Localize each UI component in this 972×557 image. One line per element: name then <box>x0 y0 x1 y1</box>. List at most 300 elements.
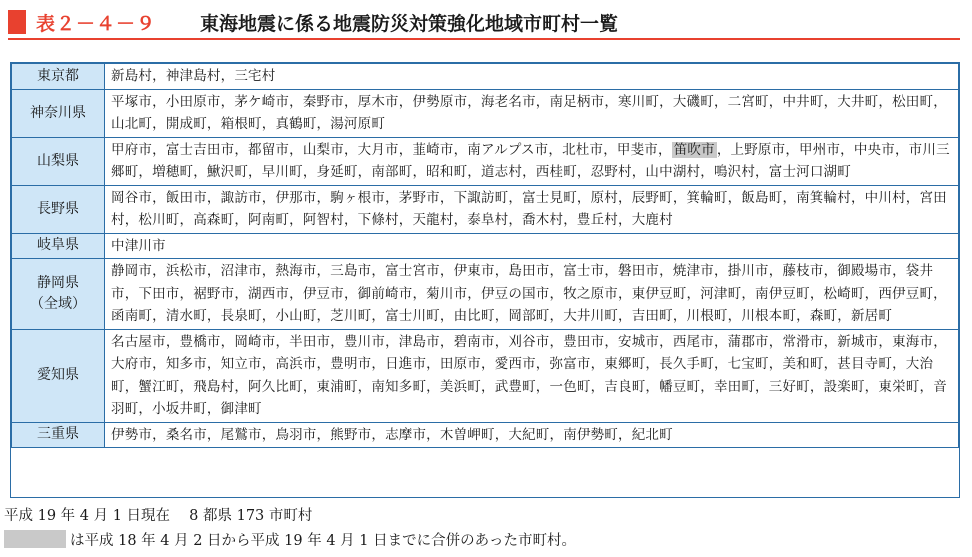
page-title: 東海地震に係る地震防災対策強化地域市町村一覧 <box>200 13 619 35</box>
municipality: 昭和町 <box>426 164 468 180</box>
municipality: 市川三郷町 <box>111 141 950 180</box>
separator: ， <box>659 93 673 110</box>
separator: ， <box>823 356 838 372</box>
separator: ， <box>453 212 468 228</box>
table-row <box>12 64 959 90</box>
municipality: 諏訪市 <box>220 189 262 206</box>
municipality: 愛西市 <box>494 356 536 372</box>
municipality: 茅ケ崎市 <box>234 93 290 110</box>
prefecture-cell <box>12 137 105 185</box>
municipality: 湯河原町 <box>330 116 386 132</box>
municipality: 大治町 <box>111 356 934 395</box>
separator: ， <box>549 426 564 443</box>
separator: ， <box>234 285 249 302</box>
separator: ， <box>563 212 577 228</box>
separator: ， <box>618 285 632 302</box>
separator: ， <box>700 378 714 395</box>
municipality: 岡崎市 <box>234 333 276 350</box>
municipality: 御前崎市 <box>357 285 413 302</box>
municipality: 南伊豆町 <box>755 285 810 302</box>
municipality: 真鶴町 <box>275 116 317 132</box>
separator: ， <box>261 116 276 132</box>
separator: ， <box>785 141 800 158</box>
municipality: 都留市 <box>248 141 290 158</box>
municipality: 小山町 <box>275 308 317 324</box>
separator: ， <box>316 263 331 279</box>
municipality: 裾野市 <box>193 285 235 302</box>
separator: ， <box>426 378 440 395</box>
municipality: 松川町 <box>138 212 180 228</box>
municipality: 松田町 <box>892 93 934 110</box>
municipality: 清水町 <box>165 308 207 324</box>
separator: ， <box>289 141 303 158</box>
municipality: 静岡市 <box>111 263 153 279</box>
municipality: 大井川町 <box>563 308 619 324</box>
separator: ， <box>809 378 824 395</box>
separator: ， <box>439 333 454 350</box>
separator: ， <box>768 263 783 279</box>
separator: ， <box>850 189 865 206</box>
municipality: 伊豆市 <box>302 285 344 302</box>
separator: ， <box>206 401 221 417</box>
municipality: 藤枝市 <box>782 263 824 279</box>
separator: ， <box>549 285 564 302</box>
separator: ， <box>152 356 166 372</box>
separator: ， <box>713 93 728 110</box>
separator: ， <box>590 356 605 372</box>
separator: ， <box>535 378 550 395</box>
separator: ， <box>700 164 714 180</box>
separator: ， <box>289 93 303 110</box>
municipality: 高森町 <box>193 212 235 228</box>
separator: ， <box>659 333 673 350</box>
municipality: 碧南市 <box>453 333 495 350</box>
separator: ， <box>480 378 495 395</box>
separator: ， <box>549 263 564 279</box>
separator: ， <box>371 356 386 372</box>
municipality: 山北町 <box>111 116 153 132</box>
municipality: 新居町 <box>850 308 893 324</box>
municipality: 三好町 <box>768 378 810 395</box>
separator: ， <box>768 93 783 110</box>
separator: ， <box>604 333 619 350</box>
municipality: 西桂町 <box>535 164 577 180</box>
separator: ， <box>892 356 906 372</box>
table-row <box>12 329 959 422</box>
separator: ， <box>261 426 276 443</box>
separator: ， <box>686 285 701 302</box>
municipality: 伊勢市 <box>111 426 153 443</box>
separator: ， <box>892 263 906 279</box>
separator: ， <box>248 164 262 180</box>
separator: ， <box>755 378 769 395</box>
municipality: 増穂町 <box>152 164 194 180</box>
separator: ， <box>864 378 879 395</box>
separator: ， <box>316 426 331 443</box>
municipality: 北杜市 <box>562 141 604 158</box>
prefecture-cell <box>12 185 105 233</box>
prefecture-name: 三重県 <box>37 426 79 443</box>
municipality: 湖西市 <box>248 285 290 302</box>
municipality: 飛島村 <box>193 378 235 395</box>
municipality: 箕輪町 <box>686 189 728 206</box>
municipality: 田原市 <box>439 356 481 372</box>
separator: ， <box>343 285 358 302</box>
separator: ， <box>152 308 166 324</box>
municipality: 忍野村 <box>590 164 632 180</box>
separator: ， <box>535 93 550 110</box>
separator: ， <box>672 189 687 206</box>
municipality: 御殿場市 <box>837 263 893 279</box>
municipality: 豊明市 <box>330 356 372 372</box>
separator: ， <box>508 189 523 206</box>
separator: ， <box>659 263 673 279</box>
separator: ， <box>343 93 358 110</box>
municipality: 長泉町 <box>220 308 262 324</box>
municipality: 西伊豆町 <box>878 285 934 302</box>
separator: ， <box>206 308 221 324</box>
municipality: 豊橋市 <box>179 333 221 350</box>
municipality: 南足柄市 <box>549 93 605 110</box>
municipality: 伊那市 <box>275 189 317 206</box>
table-row <box>12 233 959 259</box>
separator: ， <box>412 285 427 302</box>
separator: ， <box>933 285 947 302</box>
separator: ， <box>494 333 509 350</box>
municipality: 南知多町 <box>371 378 427 395</box>
municipality: 阿南町 <box>248 212 290 228</box>
separator: ， <box>152 93 166 110</box>
municipality-list <box>105 259 959 330</box>
municipality: 喬木村 <box>522 212 564 228</box>
prefecture-cell <box>12 89 105 137</box>
separator: ， <box>713 356 728 372</box>
municipality: 浜松市 <box>165 263 207 279</box>
municipality: 箱根町 <box>220 116 262 132</box>
separator: ， <box>302 378 317 395</box>
municipality: 富士市 <box>563 263 605 279</box>
municipality: 二宮町 <box>727 93 769 110</box>
separator: ， <box>206 116 221 132</box>
separator: ， <box>864 285 879 302</box>
prefecture-name: 静岡県 <box>37 274 79 291</box>
separator: ， <box>919 378 934 395</box>
separator: ， <box>220 93 235 110</box>
separator: ， <box>152 141 166 158</box>
separator: ， <box>467 285 481 302</box>
municipality: 甲州市 <box>799 141 841 158</box>
separator: ， <box>618 212 632 228</box>
municipality: 富士川町 <box>385 308 440 324</box>
municipality-list <box>105 185 959 233</box>
separator: ， <box>234 378 249 395</box>
municipality: 長久手町 <box>659 356 714 372</box>
separator: ， <box>823 93 838 110</box>
municipality: 蒲郡市 <box>727 333 769 350</box>
municipality: 木曽岬町 <box>439 426 495 443</box>
table-row <box>12 259 959 330</box>
separator: ， <box>631 164 646 180</box>
municipality: 知多市 <box>165 356 207 372</box>
separator: ， <box>535 356 550 372</box>
separator: ， <box>727 308 742 324</box>
separator: ， <box>494 308 509 324</box>
separator: ， <box>124 378 139 395</box>
municipality: 牧之原市 <box>563 285 618 302</box>
separator: ， <box>330 333 344 350</box>
separator: ， <box>522 164 536 180</box>
municipality: 中井町 <box>782 93 824 110</box>
separator: ， <box>357 164 372 180</box>
municipality-table <box>10 62 960 498</box>
separator: ， <box>467 93 481 110</box>
separator: ， <box>494 426 509 443</box>
separator: ， <box>289 285 303 302</box>
prefecture-name: 長野県 <box>37 200 79 217</box>
municipality: 菊川市 <box>426 285 468 302</box>
municipality: 小坂井町 <box>152 401 207 417</box>
separator: ， <box>206 426 221 443</box>
municipality: 安城市 <box>618 333 660 350</box>
separator: ， <box>878 333 893 350</box>
municipality: 厚木市 <box>357 93 399 110</box>
municipality-list <box>105 422 959 448</box>
municipality: 大月市 <box>357 141 399 158</box>
municipality: 小田原市 <box>165 93 221 110</box>
merged-legend-swatch <box>4 530 66 548</box>
separator: ， <box>604 263 619 279</box>
separator: ， <box>234 141 249 158</box>
municipality-list <box>105 64 959 90</box>
separator: ， <box>508 212 523 228</box>
municipality: 由比町 <box>453 308 495 324</box>
municipality: 一色町 <box>549 378 591 395</box>
municipality: 南部町 <box>371 164 413 180</box>
municipality: 宮田村 <box>111 189 947 228</box>
separator: ， <box>480 356 495 372</box>
separator: ， <box>275 333 290 350</box>
table-body <box>12 64 959 448</box>
separator: ， <box>590 378 605 395</box>
separator: ， <box>603 141 617 158</box>
municipality: 芝川町 <box>330 308 372 324</box>
municipality: 中川村 <box>864 189 906 206</box>
municipality: 島田市 <box>508 263 550 279</box>
municipality: 東伊豆町 <box>631 285 687 302</box>
municipality: 鳴沢村 <box>713 164 756 180</box>
separator: ， <box>755 164 769 180</box>
municipality: 豊川市 <box>343 333 386 350</box>
municipality: 熊野市 <box>330 426 372 443</box>
municipality: 常滑市 <box>782 333 824 350</box>
municipality: 甲斐市 <box>616 141 659 158</box>
municipality: 美浜町 <box>439 378 481 395</box>
separator: ， <box>261 308 276 324</box>
prefecture-cell <box>12 233 105 259</box>
separator: ， <box>261 356 276 372</box>
municipality: 阿智村 <box>302 212 344 228</box>
municipality: 東海市 <box>892 333 934 350</box>
municipality: 吉良町 <box>604 378 646 395</box>
separator: ， <box>179 285 194 302</box>
separator: ， <box>426 356 440 372</box>
municipality: 川根本町 <box>741 308 797 324</box>
municipality: 尾鷲市 <box>220 426 262 443</box>
municipality: 大磯町 <box>672 93 714 110</box>
prefecture-cell <box>12 259 105 330</box>
separator: ， <box>193 164 207 180</box>
municipality: 富士吉田市 <box>165 141 235 158</box>
municipality: 早川町 <box>261 164 303 180</box>
separator: ， <box>796 308 810 324</box>
municipality: 蟹江町 <box>138 378 180 395</box>
separator: ， <box>316 189 331 206</box>
separator: ， <box>494 263 509 279</box>
municipality: 河津町 <box>700 285 742 302</box>
separator: ， <box>894 141 909 158</box>
municipality: 大府市 <box>111 356 153 372</box>
separator: ， <box>604 93 619 110</box>
separator: ， <box>768 333 783 350</box>
separator: ， <box>905 189 920 206</box>
municipality: 志摩市 <box>385 426 427 443</box>
municipality: 知立市 <box>220 356 262 372</box>
municipality: 神津島村 <box>165 68 221 84</box>
separator: ， <box>316 356 331 372</box>
separator: ， <box>206 356 221 372</box>
separator: ， <box>672 308 687 324</box>
separator: ， <box>152 426 166 443</box>
separator: ， <box>548 141 563 158</box>
separator: ， <box>371 308 386 324</box>
separator: ， <box>467 164 481 180</box>
municipality: 甲府市 <box>111 141 153 158</box>
separator: ， <box>316 116 331 132</box>
separator: ， <box>124 285 139 302</box>
separator: ， <box>768 356 783 372</box>
municipality: 刈谷市 <box>508 333 550 350</box>
municipality: 高浜市 <box>275 356 317 372</box>
municipality: 伊東市 <box>453 263 495 279</box>
separator: ， <box>823 333 838 350</box>
separator: ， <box>549 308 564 324</box>
municipality: 阿久比町 <box>248 378 303 395</box>
separator: ， <box>716 141 731 158</box>
municipality: 半田市 <box>289 333 331 350</box>
separator: ， <box>152 263 166 279</box>
separator: ， <box>645 356 660 372</box>
separator: ， <box>152 68 166 84</box>
municipality: 袋井市 <box>111 263 934 302</box>
title-bar <box>8 6 960 38</box>
municipality: 武豊町 <box>494 378 536 395</box>
separator: ， <box>398 93 413 110</box>
separator: ， <box>371 263 386 279</box>
municipality: 設楽町 <box>823 378 865 395</box>
separator: ， <box>206 189 221 206</box>
separator: ， <box>549 333 564 350</box>
municipality-list <box>105 89 959 137</box>
separator: ， <box>439 308 454 324</box>
municipality: 新城市 <box>837 333 879 350</box>
separator: ， <box>782 189 797 206</box>
municipality: 道志村 <box>480 164 523 180</box>
municipality: 東栄町 <box>878 378 920 395</box>
municipality: 天龍村 <box>412 212 454 228</box>
municipality: 磐田市 <box>618 263 660 279</box>
municipality: 韮崎市 <box>412 141 454 158</box>
separator: ， <box>618 308 632 324</box>
municipality: 沼津市 <box>220 263 262 279</box>
table-row <box>12 137 959 185</box>
separator: ， <box>398 212 413 228</box>
municipality: 豊田市 <box>563 333 605 350</box>
municipality: 津島市 <box>398 333 440 350</box>
municipality: 大鹿村 <box>631 212 673 228</box>
municipality: 富士河口湖町 <box>768 164 851 180</box>
municipality: 鳥羽市 <box>275 426 317 443</box>
municipality: 焼津市 <box>672 263 714 279</box>
separator: ， <box>741 285 756 302</box>
title-marker <box>8 10 26 34</box>
separator: ， <box>179 212 194 228</box>
separator: ， <box>658 141 672 158</box>
municipality: 弥富市 <box>549 356 591 372</box>
municipality: 南箕輪村 <box>796 189 851 206</box>
municipality: 甚目寺町 <box>837 356 893 372</box>
separator: ， <box>618 189 632 206</box>
separator: ， <box>713 263 728 279</box>
separator: ， <box>152 116 166 132</box>
separator: ， <box>152 189 166 206</box>
separator: ， <box>645 378 660 395</box>
municipality: 吉田町 <box>631 308 673 324</box>
municipality: 飯島町 <box>741 189 783 206</box>
municipality: 原村 <box>590 189 619 206</box>
separator: ， <box>343 212 358 228</box>
prefecture-cell <box>12 329 105 422</box>
separator: ， <box>933 93 947 110</box>
municipality: 幸田町 <box>713 378 756 395</box>
municipality: 東郷町 <box>604 356 646 372</box>
separator: ， <box>302 164 317 180</box>
municipality: 下條村 <box>357 212 399 228</box>
municipality: 新島村 <box>111 68 153 84</box>
separator: ， <box>316 308 331 324</box>
municipality: 飯田市 <box>165 189 207 206</box>
municipality: 東浦町 <box>316 378 358 395</box>
municipality: 熱海市 <box>275 263 317 279</box>
municipality: 岡部町 <box>508 308 550 324</box>
separator: ， <box>713 333 728 350</box>
prefecture-cell <box>12 422 105 448</box>
separator: ， <box>823 263 838 279</box>
municipality: 御津町 <box>220 401 262 417</box>
municipality: 開成町 <box>165 116 207 132</box>
municipality: 寒川町 <box>618 93 660 110</box>
separator: ， <box>933 333 947 350</box>
prefecture-name: 岐阜県 <box>37 237 79 254</box>
prefecture-cell <box>12 64 105 90</box>
municipality: 岡谷市 <box>111 189 153 206</box>
separator: ， <box>206 263 221 279</box>
separator: ， <box>289 212 303 228</box>
municipality: 桑名市 <box>165 426 207 443</box>
municipality: 辰野町 <box>631 189 673 206</box>
municipality: 秦野市 <box>302 93 344 110</box>
prefecture-scope: （全域） <box>30 295 86 312</box>
municipality: 伊豆の国市 <box>480 285 550 302</box>
